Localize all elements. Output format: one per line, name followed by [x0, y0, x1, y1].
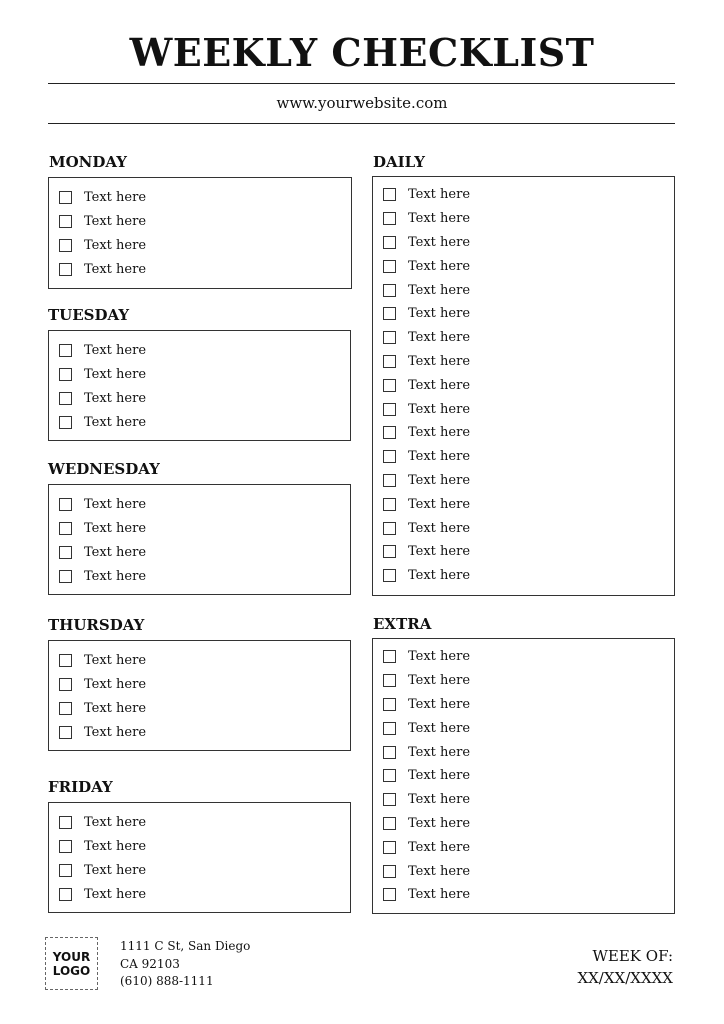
item-label: Text here — [408, 449, 471, 465]
daily-item — [383, 373, 470, 397]
extra-item — [383, 669, 470, 693]
checkbox[interactable] — [383, 403, 396, 416]
week-of-block — [577, 945, 673, 989]
item-label: Text here — [408, 211, 471, 227]
address-line-1: 1111 C St, San Diego — [120, 939, 251, 953]
item-label: Text here — [408, 353, 471, 369]
extra-item — [383, 812, 470, 836]
item-label: Text here — [408, 306, 471, 322]
checkbox[interactable] — [383, 284, 396, 297]
monday-list — [59, 186, 146, 281]
checkbox[interactable] — [383, 212, 396, 225]
item-label: Text here — [408, 815, 471, 831]
monday-heading: MONDAY — [49, 153, 127, 171]
monday-box — [48, 177, 352, 289]
item-label: Text here — [84, 839, 147, 855]
daily-item — [383, 445, 470, 469]
checkbox[interactable] — [383, 817, 396, 830]
item-label: Text here — [408, 258, 471, 274]
daily-item — [383, 350, 470, 374]
wednesday-list — [59, 493, 146, 588]
extra-item — [383, 764, 470, 788]
checkbox[interactable] — [383, 888, 396, 901]
checkbox[interactable] — [383, 865, 396, 878]
daily-item — [383, 183, 470, 207]
checkbox[interactable] — [59, 840, 72, 853]
checkbox[interactable] — [383, 426, 396, 439]
extra-list — [383, 645, 470, 907]
checkbox[interactable] — [383, 841, 396, 854]
item-label: Text here — [408, 544, 471, 560]
checkbox[interactable] — [59, 702, 72, 715]
daily-item — [383, 469, 470, 493]
item-label: Text here — [408, 187, 471, 203]
wednesday-heading: WEDNESDAY — [48, 460, 160, 478]
checkbox[interactable] — [383, 307, 396, 320]
item-label: Text here — [408, 696, 471, 712]
item-label: Text here — [408, 673, 471, 689]
extra-box — [372, 638, 675, 914]
extra-item — [383, 645, 470, 669]
item-label: Text here — [408, 520, 471, 536]
checkbox[interactable] — [383, 379, 396, 392]
wednesday-item — [59, 564, 146, 588]
checkbox[interactable] — [59, 368, 72, 381]
extra-item — [383, 859, 470, 883]
divider-bottom — [48, 123, 675, 124]
checkbox[interactable] — [383, 650, 396, 663]
extra-heading: EXTRA — [373, 615, 432, 633]
item-label: Text here — [408, 744, 471, 760]
checkbox[interactable] — [59, 239, 72, 252]
item-label: Text here — [408, 401, 471, 417]
wednesday-item — [59, 541, 146, 565]
item-label: Text here — [408, 863, 471, 879]
checkbox[interactable] — [59, 344, 72, 357]
checkbox[interactable] — [383, 188, 396, 201]
tuesday-item — [59, 363, 146, 387]
daily-item — [383, 326, 470, 350]
logo-line-1: YOUR — [52, 949, 91, 964]
address-block — [120, 938, 250, 991]
extra-item — [383, 788, 470, 812]
week-of-label: WEEK OF: — [592, 947, 673, 965]
item-label: Text here — [84, 653, 147, 669]
checkbox[interactable] — [59, 726, 72, 739]
monday-item — [59, 186, 146, 210]
address-line-2: CA 92103 — [120, 956, 180, 971]
checkbox[interactable] — [383, 331, 396, 344]
daily-item — [383, 231, 470, 255]
daily-item — [383, 207, 470, 231]
checkbox[interactable] — [383, 522, 396, 535]
item-label: Text here — [408, 472, 471, 488]
checkbox[interactable] — [383, 769, 396, 782]
thursday-box — [48, 640, 351, 751]
week-of-value: XX/XX/XXXX — [577, 969, 673, 987]
item-label: Text here — [84, 815, 147, 831]
checkbox[interactable] — [383, 674, 396, 687]
daily-item — [383, 564, 470, 588]
checkbox[interactable] — [383, 260, 396, 273]
item-label: Text here — [84, 700, 147, 716]
monday-item — [59, 210, 146, 234]
item-label: Text here — [84, 677, 147, 693]
checkbox[interactable] — [383, 793, 396, 806]
item-label: Text here — [84, 497, 147, 513]
website-text: www.yourwebsite.com — [276, 94, 448, 112]
page-title: WEEKLY CHECKLIST — [129, 30, 595, 75]
extra-item — [383, 883, 470, 907]
checkbox[interactable] — [59, 654, 72, 667]
checkbox[interactable] — [59, 888, 72, 901]
monday-item — [59, 234, 146, 258]
tuesday-item — [59, 410, 146, 434]
thursday-list — [59, 649, 146, 744]
checkbox[interactable] — [59, 678, 72, 691]
friday-item — [59, 811, 146, 835]
item-label: Text here — [408, 792, 471, 808]
daily-item — [383, 492, 470, 516]
checkbox[interactable] — [383, 569, 396, 582]
extra-item — [383, 716, 470, 740]
daily-item — [383, 302, 470, 326]
checkbox[interactable] — [383, 498, 396, 511]
daily-list — [383, 183, 470, 588]
daily-heading: DAILY — [373, 153, 425, 171]
item-label: Text here — [408, 377, 471, 393]
daily-item — [383, 540, 470, 564]
item-label: Text here — [84, 544, 147, 560]
checkbox[interactable] — [383, 355, 396, 368]
thursday-heading: THURSDAY — [48, 616, 145, 634]
thursday-item — [59, 649, 146, 673]
thursday-item — [59, 720, 146, 744]
item-label: Text here — [84, 724, 147, 740]
phone-number: (610) 888-1111 — [120, 974, 214, 988]
checkbox[interactable] — [59, 215, 72, 228]
item-label: Text here — [408, 887, 471, 903]
friday-list — [59, 811, 146, 906]
monday-item — [59, 257, 146, 281]
extra-item — [383, 693, 470, 717]
extra-item — [383, 740, 470, 764]
checkbox[interactable] — [383, 450, 396, 463]
item-label: Text here — [408, 568, 471, 584]
item-label: Text here — [84, 414, 147, 430]
logo-placeholder — [45, 937, 98, 990]
checkbox[interactable] — [59, 864, 72, 877]
wednesday-item — [59, 493, 146, 517]
item-label: Text here — [408, 649, 471, 665]
item-label: Text here — [84, 214, 147, 230]
checkbox[interactable] — [59, 498, 72, 511]
item-label: Text here — [84, 886, 147, 902]
item-label: Text here — [408, 234, 471, 250]
item-label: Text here — [408, 330, 471, 346]
tuesday-heading: TUESDAY — [48, 306, 130, 324]
friday-item — [59, 835, 146, 859]
daily-item — [383, 397, 470, 421]
item-label: Text here — [84, 521, 147, 537]
checkbox[interactable] — [59, 416, 72, 429]
daily-item — [383, 516, 470, 540]
daily-item — [383, 278, 470, 302]
checkbox[interactable] — [59, 392, 72, 405]
item-label: Text here — [84, 190, 147, 206]
item-label: Text here — [408, 768, 471, 784]
daily-item — [383, 254, 470, 278]
checkbox[interactable] — [383, 474, 396, 487]
item-label: Text here — [408, 720, 471, 736]
checkbox[interactable] — [383, 545, 396, 558]
checkbox[interactable] — [383, 698, 396, 711]
item-label: Text here — [408, 839, 471, 855]
checkbox[interactable] — [59, 816, 72, 829]
item-label: Text here — [84, 261, 147, 277]
item-label: Text here — [84, 390, 147, 406]
friday-heading: FRIDAY — [48, 778, 113, 796]
checkbox[interactable] — [383, 746, 396, 759]
tuesday-item — [59, 339, 146, 363]
tuesday-list — [59, 339, 146, 434]
item-label: Text here — [408, 282, 471, 298]
checkbox[interactable] — [59, 522, 72, 535]
extra-item — [383, 835, 470, 859]
item-label: Text here — [84, 862, 147, 878]
item-label: Text here — [84, 568, 147, 584]
item-label: Text here — [84, 367, 147, 383]
wednesday-item — [59, 517, 146, 541]
wednesday-box — [48, 484, 351, 595]
divider-top — [48, 83, 675, 84]
friday-box — [48, 802, 351, 913]
tuesday-item — [59, 387, 146, 411]
checkbox[interactable] — [59, 570, 72, 583]
checkbox[interactable] — [59, 191, 72, 204]
item-label: Text here — [84, 343, 147, 359]
checkbox[interactable] — [59, 263, 72, 276]
daily-box — [372, 176, 675, 596]
item-label: Text here — [84, 237, 147, 253]
item-label: Text here — [408, 425, 471, 441]
thursday-item — [59, 697, 146, 721]
tuesday-box — [48, 330, 351, 441]
friday-item — [59, 882, 146, 906]
checkbox[interactable] — [383, 236, 396, 249]
checkbox[interactable] — [383, 722, 396, 735]
item-label: Text here — [408, 496, 471, 512]
checkbox[interactable] — [59, 546, 72, 559]
daily-item — [383, 421, 470, 445]
logo-line-2: LOGO — [52, 963, 91, 978]
friday-item — [59, 859, 146, 883]
thursday-item — [59, 673, 146, 697]
